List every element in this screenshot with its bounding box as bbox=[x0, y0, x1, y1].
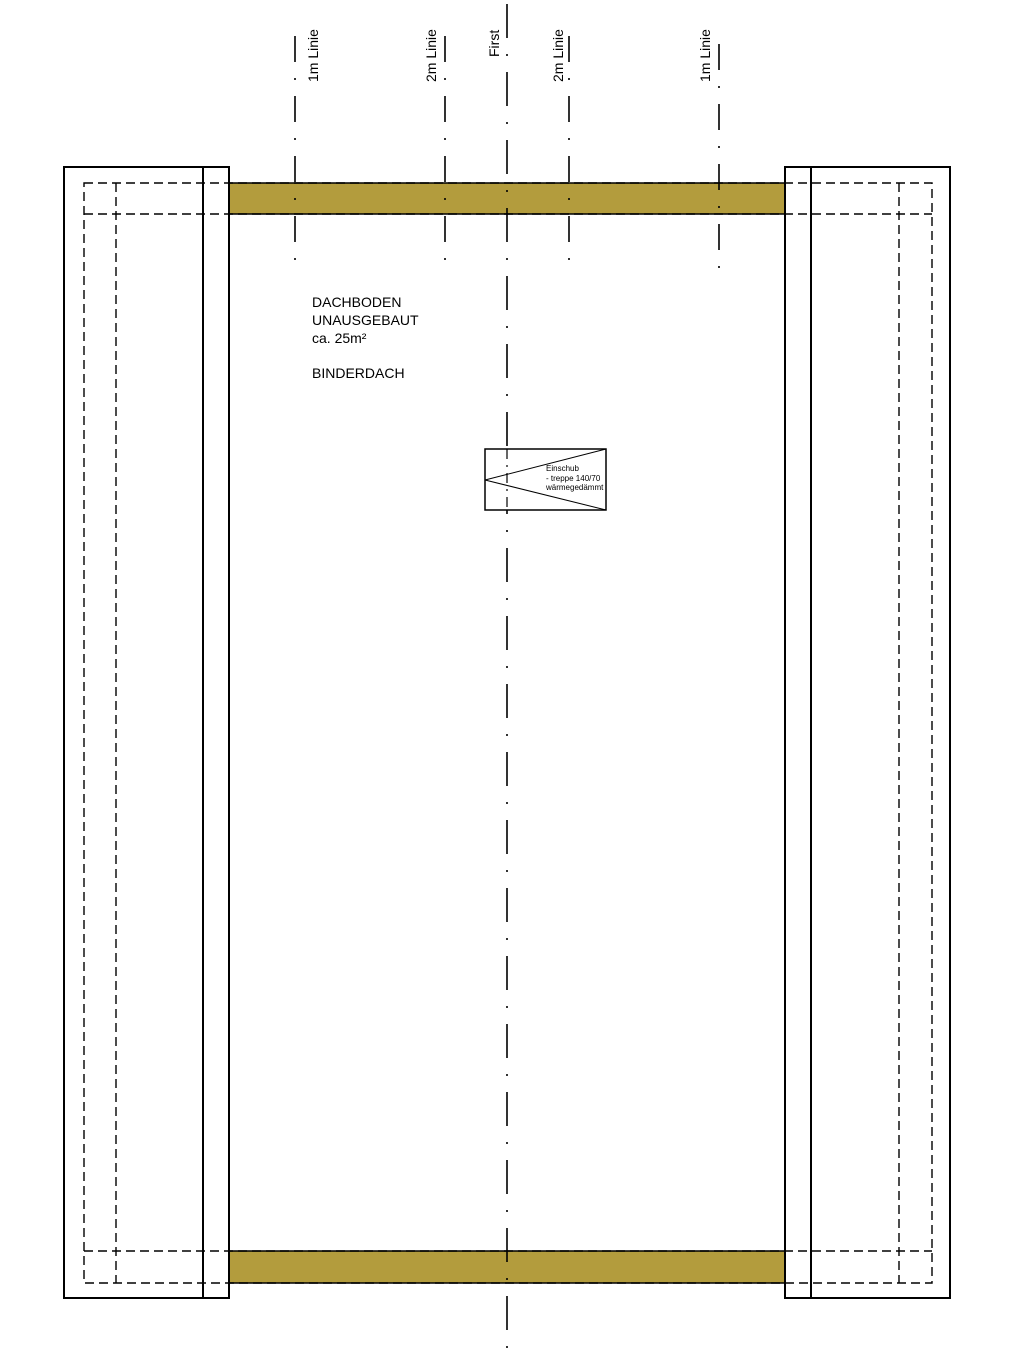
stair-label-line1: Einschub bbox=[546, 464, 579, 473]
left-2m-label: 2m Linie bbox=[423, 29, 439, 82]
folding-stair-hatch bbox=[485, 449, 606, 510]
left-eave bbox=[64, 167, 229, 1298]
ridge-label: First bbox=[486, 29, 502, 57]
room-name-line2: UNAUSGEBAUT bbox=[312, 312, 419, 328]
right-eave bbox=[785, 167, 950, 1298]
room-name-line1: DACHBODEN bbox=[312, 294, 402, 310]
room-label bbox=[312, 294, 419, 381]
room-area: ca. 25m² bbox=[312, 330, 367, 346]
left-1m-label: 1m Linie bbox=[305, 29, 321, 82]
roof-overhang-lines bbox=[84, 183, 932, 1283]
stair-label-line2: - treppe 140/70 bbox=[546, 474, 601, 483]
roof-type: BINDERDACH bbox=[312, 365, 405, 381]
right-2m-label: 2m Linie bbox=[550, 29, 566, 82]
right-1m-label: 1m Linie bbox=[697, 29, 713, 82]
stair-label-line3: wärmegedämmt bbox=[546, 483, 604, 492]
